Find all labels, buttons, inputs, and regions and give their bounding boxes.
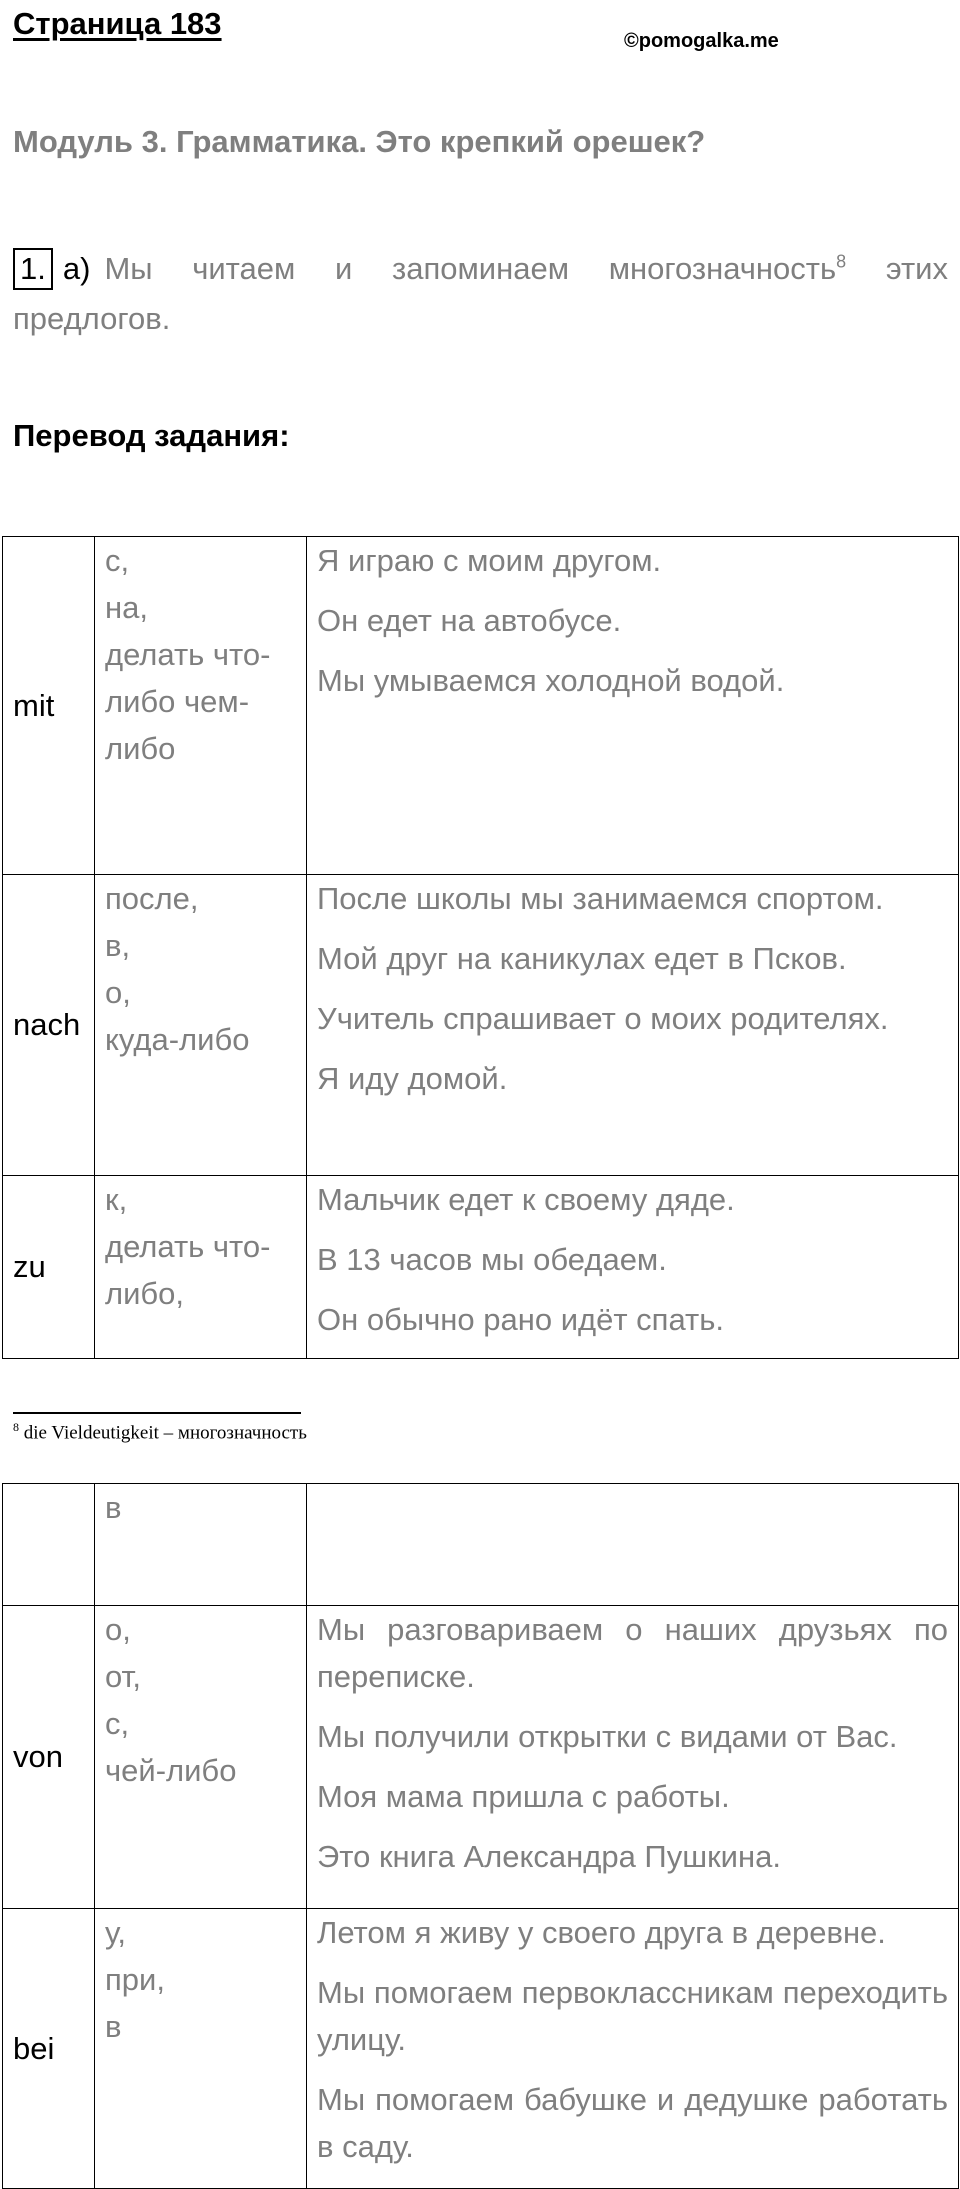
footnote-mark: 8 (13, 1420, 19, 1434)
examples-cell (307, 1176, 959, 1359)
example-sentence: Мы умываемся холодной водой. (317, 663, 785, 698)
meaning-item: в (105, 2009, 122, 2044)
examples-cell (307, 1484, 959, 1606)
meaning-item: к, (105, 1182, 128, 1217)
meaning-item: о, (105, 1612, 131, 1647)
meaning-item: в (105, 1490, 122, 1525)
table-row (3, 1909, 959, 2189)
example-sentence: Это книга Александра Пушкина. (317, 1839, 781, 1874)
meanings-cell (95, 1176, 307, 1359)
example-sentence: Мы разговариваем о наших друзьях по переписке. (317, 1612, 948, 1694)
preposition-word: mit (3, 537, 95, 875)
example-sentence: Моя мама пришла с работы. (317, 1779, 730, 1814)
example-sentence: Летом я живу у своего друга в деревне. (317, 1915, 886, 1950)
table-row (3, 1484, 959, 1606)
preposition-word: von (3, 1606, 95, 1909)
meaning-item: на, (105, 590, 148, 625)
meaning-item: в, (105, 928, 131, 963)
preposition-word: nach (3, 875, 95, 1176)
example-sentence: Я играю с моим другом. (317, 543, 662, 578)
task-letter: а) (62, 251, 91, 286)
table-row (3, 1606, 959, 1909)
preposition-word (3, 1484, 95, 1606)
meanings-cell (95, 1484, 307, 1606)
footnote (13, 1420, 307, 1444)
footnote-reference: 8 (836, 251, 847, 272)
table-row (3, 537, 959, 875)
meaning-item: чей-либо (105, 1753, 237, 1788)
prepositions-table-2 (2, 1483, 959, 2189)
task-number-box: 1. (13, 248, 53, 290)
examples-cell (307, 1606, 959, 1909)
table-row (3, 875, 959, 1176)
prepositions-table-1 (2, 536, 959, 1359)
translation-heading: Перевод задания: (13, 418, 290, 453)
example-sentence: Мы помогаем бабушке и дедушке работать в саду. (317, 2082, 948, 2164)
meaning-item: делать что-либо чем-либо (105, 637, 271, 766)
footnote-text: die Vieldeutigkeit – многозначность (23, 1422, 307, 1444)
meaning-item: о, (105, 975, 131, 1010)
example-sentence: После школы мы занимаемся спортом. (317, 881, 884, 916)
module-heading: Модуль 3. Грамматика. Это крепкий орешек? (13, 124, 706, 159)
meaning-item: с, (105, 543, 130, 578)
task-text-before: Мы читаем и запоминаем многозначность (104, 251, 837, 286)
meaning-item: при, (105, 1962, 165, 1997)
preposition-word: zu (3, 1176, 95, 1359)
example-sentence: Я иду домой. (317, 1061, 508, 1096)
example-sentence: В 13 часов мы обедаем. (317, 1242, 667, 1277)
meaning-item: делать что-либо, (105, 1229, 271, 1311)
meanings-cell (95, 1909, 307, 2189)
example-sentence: Мы помогаем первоклассникам переходить улицу. (317, 1975, 948, 2057)
examples-cell (307, 537, 959, 875)
task-text-after: этих предлогов. (13, 251, 948, 336)
task-statement (13, 244, 948, 344)
table-row (3, 1176, 959, 1359)
example-sentence: Учитель спрашивает о моих родителях. (317, 1001, 889, 1036)
site-watermark: ©pomogalka.me (624, 30, 779, 52)
page-title: Страница 183 (13, 6, 222, 41)
example-sentence: Мой друг на каникулах едет в Псков. (317, 941, 847, 976)
examples-cell (307, 875, 959, 1176)
example-sentence: Мальчик едет к своему дяде. (317, 1182, 735, 1217)
meaning-item: с, (105, 1706, 130, 1741)
example-sentence: Мы получили открытки с видами от Вас. (317, 1719, 898, 1754)
examples-cell (307, 1909, 959, 2189)
example-sentence: Он обычно рано идёт спать. (317, 1302, 724, 1337)
preposition-word: bei (3, 1909, 95, 2189)
meaning-item: куда-либо (105, 1022, 250, 1057)
meanings-cell (95, 875, 307, 1176)
meaning-item: после, (105, 881, 199, 916)
footnote-separator (13, 1412, 301, 1414)
meanings-cell (95, 537, 307, 875)
meaning-item: от, (105, 1659, 141, 1694)
example-sentence: Он едет на автобусе. (317, 603, 622, 638)
meanings-cell (95, 1606, 307, 1909)
meaning-item: у, (105, 1915, 127, 1950)
